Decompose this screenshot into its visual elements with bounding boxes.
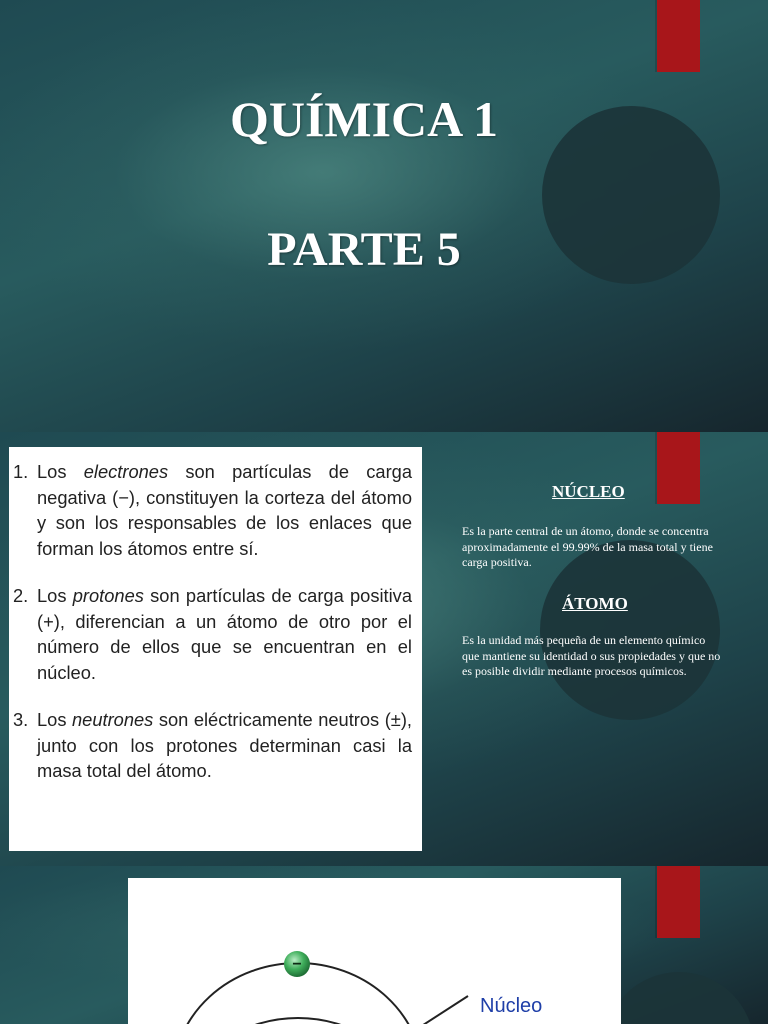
list-text: Los [37,709,72,730]
electron-symbol: − [292,956,302,973]
list-item [13,707,412,784]
decorative-circle [604,972,754,1024]
list-item [13,583,412,685]
accent-bar [657,432,700,504]
list-term: protones [72,585,144,606]
list-text: son eléctricamente neutros (±), junto con los protones determinan casi la masa total del átomo. [37,709,412,781]
slide-subtitle: PARTE 5 [267,223,461,276]
list-number: 2. [13,585,29,606]
nucleo-definition: Es la parte central de un átomo, donde se concentra aproximadamente el 99.99% de la masa total y tiene carga positiva. [462,524,713,569]
title-slide [0,0,768,432]
list-number: 3. [13,709,29,730]
list-text: son partículas de carga negativa (−), constituyen la corteza del átomo y son los responsables de los enlaces que forman los átomos entre sí. [37,461,412,559]
electron-icon [284,951,310,977]
particle-list-image [9,447,422,851]
list-text: Los [37,461,84,482]
content-slide [0,432,768,866]
atom-diagram [128,878,621,1024]
accent-bar [657,866,700,938]
diagram-slide [0,866,768,1024]
accent-bar [657,0,700,72]
list-text: Los [37,585,73,606]
list-text: son partículas de carga positiva (+), diferencian a un átomo de otro por el número de ellos que se encuentran en el núcleo. [37,585,412,683]
electron-orbit-inner [193,1018,403,1024]
atomo-definition: Es la unidad más pequeña de un elemento químico que mantiene su identidad o sus propiedades y que no es posible dividir mediante procesos químicos. [462,633,721,678]
nucleus-label: Núcleo [480,995,543,1017]
list-term: neutrones [72,709,154,730]
nucleo-heading: NÚCLEO [552,482,625,501]
nucleus-pointer-line [403,996,468,1024]
list-term: electrones [83,461,169,482]
atom-diagram-image [128,878,621,1024]
list-item [13,459,412,561]
atomo-heading: ÁTOMO [562,594,628,613]
list-number: 1. [13,461,29,482]
slide-title: QUÍMICA 1 [229,91,499,147]
